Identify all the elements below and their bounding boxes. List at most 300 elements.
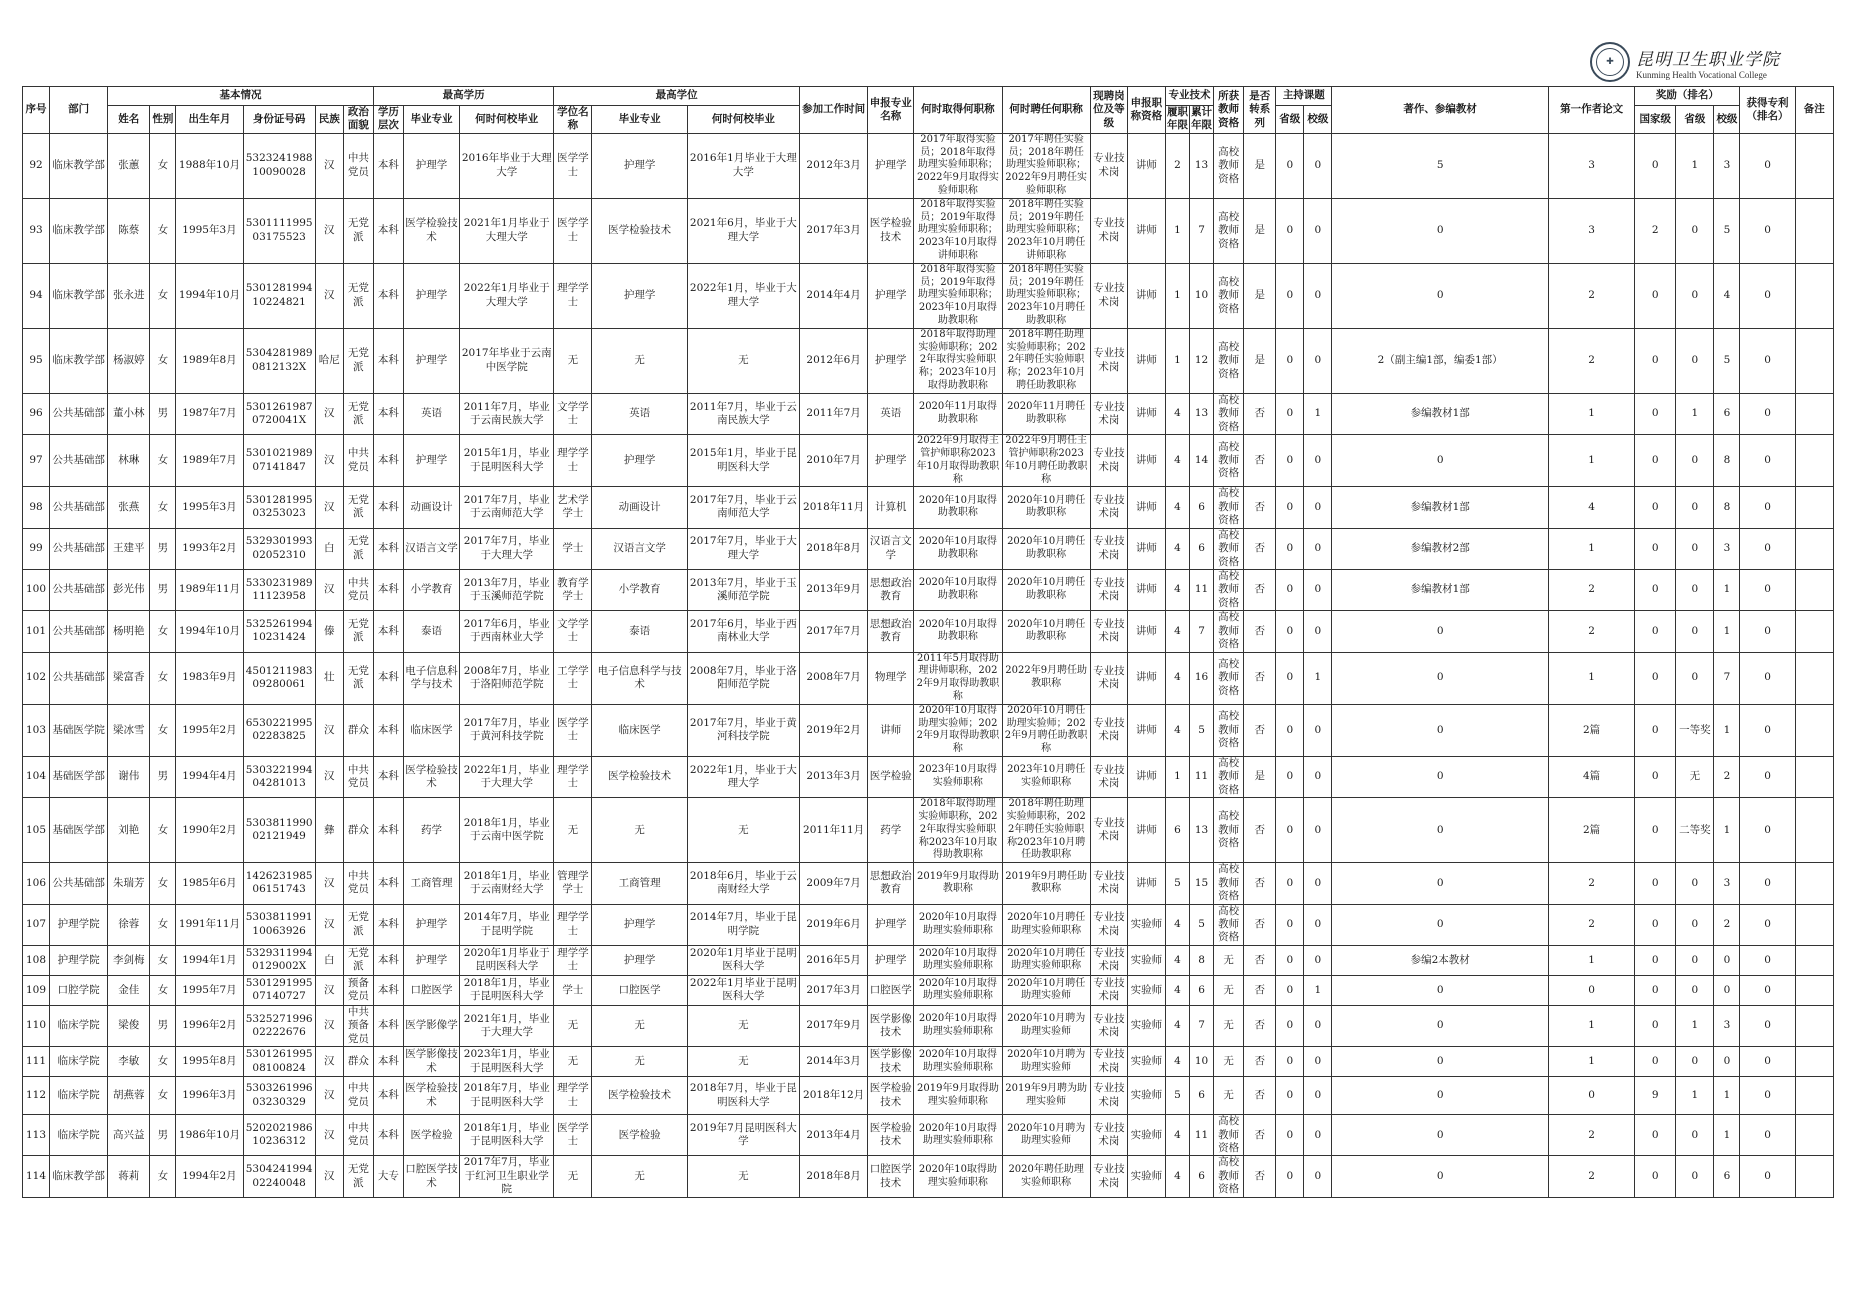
cell-award-prov: 0 bbox=[1676, 945, 1714, 975]
cell-deg-major: 医学检验技术 bbox=[592, 198, 687, 263]
cell-edu-when: 2016年毕业于大理大学 bbox=[460, 133, 554, 198]
cell-award-nation: 9 bbox=[1635, 1077, 1676, 1115]
header-remark: 备注 bbox=[1795, 87, 1833, 134]
cell-hire-when: 2018年聘任助理实验师职称，2022年聘任实验师职称2023年10月聘任助教职称 bbox=[1002, 798, 1090, 863]
cell-patent: 0 bbox=[1740, 263, 1795, 328]
cell-ethnic: 汉 bbox=[315, 435, 343, 487]
cell-birth: 1995年3月 bbox=[176, 198, 243, 263]
cell-edu-when: 2015年1月，毕业于昆明医科大学 bbox=[460, 435, 554, 487]
cell-ethnic: 汉 bbox=[315, 569, 343, 610]
cell-edu-major: 口腔医学 bbox=[403, 975, 459, 1005]
cell-edu-major: 护理学 bbox=[403, 945, 459, 975]
header-name: 姓名 bbox=[108, 106, 150, 134]
cell-no: 97 bbox=[23, 435, 50, 487]
cell-award-nation: 0 bbox=[1635, 704, 1676, 756]
header-work-start: 参加工作时间 bbox=[800, 87, 868, 134]
cell-apply-level: 讲师 bbox=[1127, 652, 1165, 704]
cell-gender: 女 bbox=[150, 1156, 176, 1197]
table-row bbox=[23, 863, 1834, 904]
cell-post: 专业技术岗 bbox=[1090, 487, 1127, 528]
header-transfer: 是否转系列 bbox=[1244, 87, 1276, 134]
cell-deg-major: 护理学 bbox=[592, 133, 687, 198]
table-row bbox=[23, 133, 1834, 198]
cell-gender: 女 bbox=[150, 328, 176, 393]
cell-teacher-qual: 高校教师资格 bbox=[1214, 756, 1244, 797]
cell-remark bbox=[1795, 133, 1833, 198]
cell-award-nation: 0 bbox=[1635, 569, 1676, 610]
cell-hire-when: 2020年10月聘任助教职称 bbox=[1002, 487, 1090, 528]
table-row bbox=[23, 756, 1834, 797]
cell-hire-when: 2017年聘任实验员；2018年聘任助理实验师职称；2022年9月聘任实验师职称 bbox=[1002, 133, 1090, 198]
cell-title-when: 2020年10取得助理实验师职称 bbox=[914, 1156, 1002, 1197]
cell-books: 参编教材1部 bbox=[1332, 487, 1549, 528]
cell-apply-name: 医学检验技术 bbox=[868, 1077, 914, 1115]
cell-edu-level: 本科 bbox=[373, 487, 403, 528]
cell-ethnic: 汉 bbox=[315, 1156, 343, 1197]
cell-award-nation: 0 bbox=[1635, 1047, 1676, 1077]
cell-name: 蒋莉 bbox=[108, 1156, 150, 1197]
cell-books: 参编教材1部 bbox=[1332, 569, 1549, 610]
cell-apply-level: 讲师 bbox=[1127, 198, 1165, 263]
cell-party: 无党派 bbox=[343, 611, 373, 652]
cell-award-prov: 0 bbox=[1676, 569, 1714, 610]
cell-gender: 男 bbox=[150, 1005, 176, 1046]
cell-topic-school: 0 bbox=[1304, 904, 1332, 945]
cell-tenure: 4 bbox=[1165, 904, 1189, 945]
cell-remark bbox=[1795, 652, 1833, 704]
cell-award-school: 1 bbox=[1714, 798, 1740, 863]
cell-hire-when: 2020年11月聘任助教职称 bbox=[1002, 393, 1090, 434]
cell-edu-when: 2013年7月，毕业于玉溪师范学院 bbox=[460, 569, 554, 610]
cell-edu-level: 本科 bbox=[373, 904, 403, 945]
header-deg-major: 毕业专业 bbox=[592, 106, 687, 134]
cell-id: 530424199402240048 bbox=[243, 1156, 315, 1197]
cell-remark bbox=[1795, 1047, 1833, 1077]
table-row bbox=[23, 798, 1834, 863]
cell-topic-prov: 0 bbox=[1276, 975, 1304, 1005]
cell-papers: 1 bbox=[1548, 435, 1634, 487]
cell-deg-when: 2020年1月毕业于昆明医科大学 bbox=[687, 945, 799, 975]
cell-edu-level: 本科 bbox=[373, 569, 403, 610]
cell-title-when: 2020年10月取得助理实验师职称 bbox=[914, 975, 1002, 1005]
cell-edu-when: 2018年7月，毕业于昆明医科大学 bbox=[460, 1077, 554, 1115]
cell-gender: 男 bbox=[150, 569, 176, 610]
cell-books: 5 bbox=[1332, 133, 1549, 198]
cell-deg-when: 2008年7月，毕业于洛阳师范学院 bbox=[687, 652, 799, 704]
group-awards: 奖励（排名） bbox=[1635, 87, 1740, 106]
cell-cum-tenure: 7 bbox=[1190, 611, 1214, 652]
cell-remark bbox=[1795, 1077, 1833, 1115]
cell-books: 0 bbox=[1332, 198, 1549, 263]
cell-award-prov: 0 bbox=[1676, 328, 1714, 393]
cell-name: 陈蔡 bbox=[108, 198, 150, 263]
cell-gender: 女 bbox=[150, 652, 176, 704]
cell-party: 中共党员 bbox=[343, 1115, 373, 1156]
cell-apply-name: 思想政治教育 bbox=[868, 569, 914, 610]
header-id: 身份证号码 bbox=[243, 106, 315, 134]
cell-edu-when: 2020年1月毕业于昆明医科大学 bbox=[460, 945, 554, 975]
header-patent: 获得专利（排名） bbox=[1740, 87, 1795, 134]
cell-deg-name: 工学学士 bbox=[554, 652, 592, 704]
cell-papers: 1 bbox=[1548, 393, 1634, 434]
cell-award-nation: 0 bbox=[1635, 975, 1676, 1005]
cell-hire-when: 2020年10月聘任助理实验师；2022年9月聘任助教职称 bbox=[1002, 704, 1090, 756]
cell-award-prov: 0 bbox=[1676, 528, 1714, 569]
cell-cum-tenure: 11 bbox=[1190, 1115, 1214, 1156]
cell-ethnic: 汉 bbox=[315, 904, 343, 945]
cell-apply-name: 讲师 bbox=[868, 704, 914, 756]
cell-edu-level: 大专 bbox=[373, 1156, 403, 1197]
cell-ethnic: 白 bbox=[315, 528, 343, 569]
cell-party: 无党派 bbox=[343, 904, 373, 945]
cell-edu-when: 2018年1月，毕业于云南财经大学 bbox=[460, 863, 554, 904]
cell-hire-when: 2020年10月聘任助理实验师职称 bbox=[1002, 945, 1090, 975]
cell-topic-school: 0 bbox=[1304, 1115, 1332, 1156]
cell-ethnic: 汉 bbox=[315, 863, 343, 904]
group-edu: 最高学历 bbox=[373, 87, 553, 106]
cell-apply-name: 汉语言文学 bbox=[868, 528, 914, 569]
cell-party: 无党派 bbox=[343, 263, 373, 328]
cell-topic-school: 0 bbox=[1304, 1047, 1332, 1077]
cell-ethnic: 汉 bbox=[315, 1005, 343, 1046]
cell-cum-tenure: 11 bbox=[1190, 569, 1214, 610]
cell-ethnic: 壮 bbox=[315, 652, 343, 704]
header-edu-when: 何时何校毕业 bbox=[460, 106, 554, 134]
cell-patent: 0 bbox=[1740, 863, 1795, 904]
cell-deg-name: 无 bbox=[554, 1156, 592, 1197]
cell-topic-prov: 0 bbox=[1276, 945, 1304, 975]
cell-deg-when: 无 bbox=[687, 1005, 799, 1046]
cell-cum-tenure: 7 bbox=[1190, 198, 1214, 263]
cell-apply-level: 实验师 bbox=[1127, 975, 1165, 1005]
header-topic-school: 校级 bbox=[1304, 106, 1332, 134]
cell-transfer: 否 bbox=[1244, 393, 1276, 434]
cell-gender: 女 bbox=[150, 435, 176, 487]
cell-award-school: 4 bbox=[1714, 263, 1740, 328]
cell-award-school: 7 bbox=[1714, 652, 1740, 704]
cell-work-start: 2016年5月 bbox=[800, 945, 868, 975]
cell-award-school: 1 bbox=[1714, 611, 1740, 652]
cell-work-start: 2010年7月 bbox=[800, 435, 868, 487]
cell-work-start: 2019年6月 bbox=[800, 904, 868, 945]
cell-birth: 1991年11月 bbox=[176, 904, 243, 945]
cell-remark bbox=[1795, 487, 1833, 528]
cell-ethnic: 汉 bbox=[315, 1115, 343, 1156]
cell-deg-when: 2022年1月，毕业于大理大学 bbox=[687, 263, 799, 328]
cell-id: 532527199602222676 bbox=[243, 1005, 315, 1046]
cell-no: 101 bbox=[23, 611, 50, 652]
cell-post: 专业技术岗 bbox=[1090, 863, 1127, 904]
cell-dept: 护理学院 bbox=[50, 945, 108, 975]
cell-deg-major: 小学教育 bbox=[592, 569, 687, 610]
cell-party: 无党派 bbox=[343, 328, 373, 393]
cell-topic-prov: 0 bbox=[1276, 263, 1304, 328]
cell-edu-major: 汉语言文学 bbox=[403, 528, 459, 569]
header-title-when: 何时取得何职称 bbox=[914, 87, 1002, 134]
cell-hire-when: 2019年9月聘任助教职称 bbox=[1002, 863, 1090, 904]
cell-birth: 1987年7月 bbox=[176, 393, 243, 434]
cell-name: 杨淑婷 bbox=[108, 328, 150, 393]
cell-remark bbox=[1795, 263, 1833, 328]
cell-birth: 1995年8月 bbox=[176, 1047, 243, 1077]
cell-edu-level: 本科 bbox=[373, 133, 403, 198]
cell-apply-level: 讲师 bbox=[1127, 756, 1165, 797]
cell-award-nation: 0 bbox=[1635, 945, 1676, 975]
table-row bbox=[23, 1077, 1834, 1115]
cell-work-start: 2011年11月 bbox=[800, 798, 868, 863]
cell-birth: 1990年2月 bbox=[176, 798, 243, 863]
cell-edu-level: 本科 bbox=[373, 435, 403, 487]
cell-books: 参编教材2部 bbox=[1332, 528, 1549, 569]
cell-post: 专业技术岗 bbox=[1090, 1005, 1127, 1046]
cell-edu-when: 2018年1月，毕业于昆明医科大学 bbox=[460, 975, 554, 1005]
cell-topic-school: 0 bbox=[1304, 487, 1332, 528]
cell-apply-level: 讲师 bbox=[1127, 528, 1165, 569]
cell-edu-level: 本科 bbox=[373, 528, 403, 569]
group-topics: 主持课题 bbox=[1276, 87, 1332, 106]
cell-apply-level: 实验师 bbox=[1127, 1115, 1165, 1156]
cell-award-nation: 0 bbox=[1635, 133, 1676, 198]
cell-books: 0 bbox=[1332, 704, 1549, 756]
cell-dept: 口腔学院 bbox=[50, 975, 108, 1005]
cell-papers: 1 bbox=[1548, 528, 1634, 569]
cell-transfer: 否 bbox=[1244, 528, 1276, 569]
header-apply-level: 申报职称资格 bbox=[1127, 87, 1165, 134]
cell-teacher-qual: 高校教师资格 bbox=[1214, 1115, 1244, 1156]
cell-edu-when: 2011年7月，毕业于云南民族大学 bbox=[460, 393, 554, 434]
cell-edu-when: 2017年毕业于云南中医学院 bbox=[460, 328, 554, 393]
cell-birth: 1993年2月 bbox=[176, 528, 243, 569]
cell-remark bbox=[1795, 611, 1833, 652]
cell-cum-tenure: 11 bbox=[1190, 756, 1214, 797]
table-row bbox=[23, 198, 1834, 263]
cell-transfer: 否 bbox=[1244, 798, 1276, 863]
cell-remark bbox=[1795, 904, 1833, 945]
cell-name: 李敏 bbox=[108, 1047, 150, 1077]
cell-post: 专业技术岗 bbox=[1090, 198, 1127, 263]
cell-post: 专业技术岗 bbox=[1090, 652, 1127, 704]
table-row bbox=[23, 1115, 1834, 1156]
cell-tenure: 4 bbox=[1165, 393, 1189, 434]
cell-patent: 0 bbox=[1740, 798, 1795, 863]
cell-title-when: 2019年9月取得助理实验师职称 bbox=[914, 1077, 1002, 1115]
cell-teacher-qual: 高校教师资格 bbox=[1214, 569, 1244, 610]
cell-edu-major: 动画设计 bbox=[403, 487, 459, 528]
cell-cum-tenure: 16 bbox=[1190, 652, 1214, 704]
cell-cum-tenure: 5 bbox=[1190, 904, 1214, 945]
cell-award-school: 3 bbox=[1714, 528, 1740, 569]
cell-id: 530128199410224821 bbox=[243, 263, 315, 328]
cell-books: 0 bbox=[1332, 652, 1549, 704]
cell-ethnic: 汉 bbox=[315, 133, 343, 198]
cell-work-start: 2012年3月 bbox=[800, 133, 868, 198]
cell-topic-prov: 0 bbox=[1276, 798, 1304, 863]
cell-tenure: 1 bbox=[1165, 328, 1189, 393]
header-post: 现聘岗位及等级 bbox=[1090, 87, 1127, 134]
cell-hire-when: 2020年10月聘为助理实验师 bbox=[1002, 1115, 1090, 1156]
cell-award-school: 5 bbox=[1714, 328, 1740, 393]
table-row bbox=[23, 652, 1834, 704]
cell-no: 100 bbox=[23, 569, 50, 610]
cell-patent: 0 bbox=[1740, 528, 1795, 569]
cell-award-school: 0 bbox=[1714, 945, 1740, 975]
cell-remark bbox=[1795, 975, 1833, 1005]
cell-apply-level: 讲师 bbox=[1127, 863, 1165, 904]
cell-work-start: 2011年7月 bbox=[800, 393, 868, 434]
cell-books: 0 bbox=[1332, 611, 1549, 652]
cell-remark bbox=[1795, 328, 1833, 393]
cell-patent: 0 bbox=[1740, 1077, 1795, 1115]
cell-apply-level: 讲师 bbox=[1127, 263, 1165, 328]
cell-no: 112 bbox=[23, 1077, 50, 1115]
cell-award-prov: 0 bbox=[1676, 975, 1714, 1005]
cell-tenure: 4 bbox=[1165, 528, 1189, 569]
cell-deg-major: 无 bbox=[592, 1047, 687, 1077]
cell-party: 无党派 bbox=[343, 652, 373, 704]
cell-edu-major: 医学影像学 bbox=[403, 1005, 459, 1046]
header-gender: 性别 bbox=[150, 106, 176, 134]
cell-post: 专业技术岗 bbox=[1090, 611, 1127, 652]
table-row bbox=[23, 975, 1834, 1005]
cell-cum-tenure: 8 bbox=[1190, 945, 1214, 975]
cell-cum-tenure: 12 bbox=[1190, 328, 1214, 393]
cell-title-when: 2020年10月取得助理实验师职称 bbox=[914, 1115, 1002, 1156]
cell-deg-when: 2018年7月，毕业于昆明医科大学 bbox=[687, 1077, 799, 1115]
cell-deg-name: 理学学士 bbox=[554, 435, 592, 487]
cell-cum-tenure: 6 bbox=[1190, 1077, 1214, 1115]
cell-papers: 1 bbox=[1548, 652, 1634, 704]
cell-topic-school: 0 bbox=[1304, 435, 1332, 487]
cell-edu-when: 2018年1月，毕业于昆明医科大学 bbox=[460, 1115, 554, 1156]
cell-hire-when: 2020年10月聘任助理实验师职称 bbox=[1002, 904, 1090, 945]
cell-gender: 女 bbox=[150, 904, 176, 945]
cell-patent: 0 bbox=[1740, 704, 1795, 756]
cell-party: 无党派 bbox=[343, 1156, 373, 1197]
cell-award-prov: 0 bbox=[1676, 863, 1714, 904]
cell-award-nation: 0 bbox=[1635, 1115, 1676, 1156]
cell-deg-when: 2017年7月，毕业于云南师范大学 bbox=[687, 487, 799, 528]
cell-name: 林琳 bbox=[108, 435, 150, 487]
cell-award-nation: 0 bbox=[1635, 528, 1676, 569]
cell-title-when: 2020年10月取得助理实验师职称 bbox=[914, 1005, 1002, 1046]
cell-apply-name: 思想政治教育 bbox=[868, 611, 914, 652]
cell-hire-when: 2018年聘任实验员；2019年聘任助理实验师职称；2023年10月聘任讲师职称 bbox=[1002, 198, 1090, 263]
cell-work-start: 2018年8月 bbox=[800, 1156, 868, 1197]
cell-cum-tenure: 6 bbox=[1190, 487, 1214, 528]
cell-id: 530129199507140727 bbox=[243, 975, 315, 1005]
cell-title-when: 2020年10月取得助教职称 bbox=[914, 487, 1002, 528]
cell-title-when: 2023年10月取得实验师职称 bbox=[914, 756, 1002, 797]
table-row bbox=[23, 487, 1834, 528]
cell-award-school: 1 bbox=[1714, 1115, 1740, 1156]
cell-gender: 男 bbox=[150, 393, 176, 434]
cell-apply-name: 护理学 bbox=[868, 133, 914, 198]
table-row bbox=[23, 704, 1834, 756]
cell-name: 朱瑞芳 bbox=[108, 863, 150, 904]
cell-award-nation: 0 bbox=[1635, 798, 1676, 863]
cell-tenure: 6 bbox=[1165, 798, 1189, 863]
cell-dept: 公共基础部 bbox=[50, 611, 108, 652]
cell-remark bbox=[1795, 1005, 1833, 1046]
cell-papers: 2篇 bbox=[1548, 798, 1634, 863]
cell-post: 专业技术岗 bbox=[1090, 1156, 1127, 1197]
cell-teacher-qual: 无 bbox=[1214, 975, 1244, 1005]
cell-award-prov: 1 bbox=[1676, 1005, 1714, 1046]
cell-work-start: 2013年9月 bbox=[800, 569, 868, 610]
cell-apply-name: 计算机 bbox=[868, 487, 914, 528]
cell-papers: 3 bbox=[1548, 198, 1634, 263]
cell-books: 参编教材1部 bbox=[1332, 393, 1549, 434]
table-row bbox=[23, 263, 1834, 328]
cell-post: 专业技术岗 bbox=[1090, 133, 1127, 198]
cell-apply-level: 讲师 bbox=[1127, 435, 1165, 487]
cell-work-start: 2009年7月 bbox=[800, 863, 868, 904]
cell-tenure: 1 bbox=[1165, 263, 1189, 328]
cell-topic-prov: 0 bbox=[1276, 1047, 1304, 1077]
cell-ethnic: 彝 bbox=[315, 798, 343, 863]
cell-award-school: 6 bbox=[1714, 1156, 1740, 1197]
cell-tenure: 4 bbox=[1165, 569, 1189, 610]
cell-patent: 0 bbox=[1740, 1047, 1795, 1077]
cell-tenure: 4 bbox=[1165, 652, 1189, 704]
cell-name: 梁冰雪 bbox=[108, 704, 150, 756]
cell-apply-name: 医学检验技术 bbox=[868, 1115, 914, 1156]
cell-deg-major: 泰语 bbox=[592, 611, 687, 652]
cell-apply-level: 实验师 bbox=[1127, 1156, 1165, 1197]
cell-post: 专业技术岗 bbox=[1090, 904, 1127, 945]
cell-deg-name: 无 bbox=[554, 1047, 592, 1077]
cell-edu-when: 2017年7月，毕业于云南师范大学 bbox=[460, 487, 554, 528]
cell-apply-name: 医学检验 bbox=[868, 756, 914, 797]
cell-cum-tenure: 10 bbox=[1190, 263, 1214, 328]
cell-teacher-qual: 高校教师资格 bbox=[1214, 328, 1244, 393]
cell-deg-when: 2017年6月，毕业于西南林业大学 bbox=[687, 611, 799, 652]
cell-topic-school: 0 bbox=[1304, 756, 1332, 797]
cell-deg-major: 工商管理 bbox=[592, 863, 687, 904]
cell-name: 张蕙 bbox=[108, 133, 150, 198]
header-tenure: 履职年限 bbox=[1167, 106, 1188, 132]
cell-teacher-qual: 高校教师资格 bbox=[1214, 863, 1244, 904]
cell-books: 0 bbox=[1332, 1077, 1549, 1115]
cell-no: 99 bbox=[23, 528, 50, 569]
cell-transfer: 否 bbox=[1244, 435, 1276, 487]
cell-award-prov: 0 bbox=[1676, 1115, 1714, 1156]
cell-transfer: 否 bbox=[1244, 652, 1276, 704]
cell-edu-level: 本科 bbox=[373, 1047, 403, 1077]
table-row bbox=[23, 1047, 1834, 1077]
cell-topic-prov: 0 bbox=[1276, 198, 1304, 263]
cell-ethnic: 汉 bbox=[315, 975, 343, 1005]
cell-transfer: 是 bbox=[1244, 328, 1276, 393]
cell-award-nation: 0 bbox=[1635, 863, 1676, 904]
cell-deg-when: 2015年1月，毕业于昆明医科大学 bbox=[687, 435, 799, 487]
cell-no: 109 bbox=[23, 975, 50, 1005]
cell-deg-when: 无 bbox=[687, 798, 799, 863]
cell-deg-when: 2021年6月，毕业于大理大学 bbox=[687, 198, 799, 263]
cell-id: 53042819890812132X bbox=[243, 328, 315, 393]
cell-gender: 男 bbox=[150, 1115, 176, 1156]
header-apply-name: 申报专业名称 bbox=[868, 87, 914, 134]
cell-ethnic: 汉 bbox=[315, 198, 343, 263]
cell-apply-level: 实验师 bbox=[1127, 904, 1165, 945]
cell-award-prov: 1 bbox=[1676, 1077, 1714, 1115]
cell-books: 参编2本教材 bbox=[1332, 945, 1549, 975]
cell-edu-major: 医学检验技术 bbox=[403, 756, 459, 797]
cell-ethnic: 傣 bbox=[315, 611, 343, 652]
cell-teacher-qual: 无 bbox=[1214, 1047, 1244, 1077]
cell-dept: 临床教学部 bbox=[50, 263, 108, 328]
cell-edu-major: 临床医学 bbox=[403, 704, 459, 756]
